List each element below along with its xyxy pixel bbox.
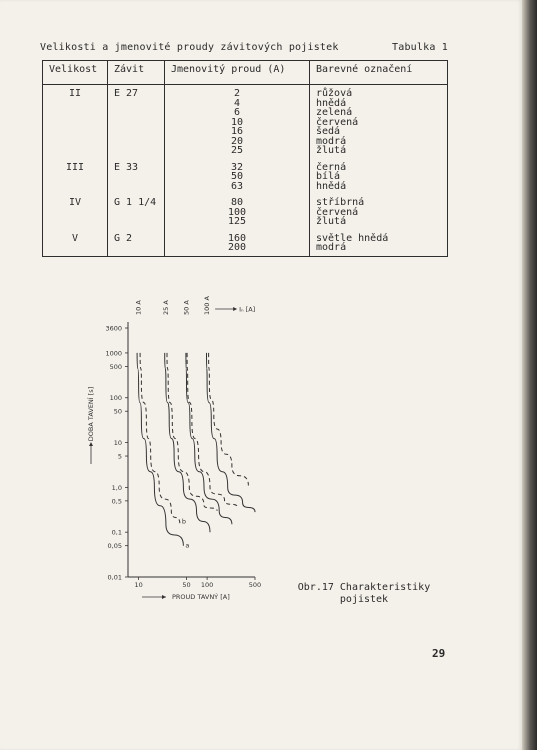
current-cell <box>165 230 310 257</box>
current-value: 16 <box>230 126 244 137</box>
y-tick-label: 0,01 <box>107 573 122 582</box>
y-tick-label: 100 <box>109 394 122 403</box>
curve-label: a <box>185 541 190 550</box>
fuse-table <box>42 60 448 257</box>
table-caption <box>40 42 448 53</box>
current-value: 20 <box>230 135 244 147</box>
x-axis-label-arrowhead <box>162 595 166 599</box>
current-value: 200 <box>227 242 247 253</box>
curve-25a-solid <box>165 353 210 532</box>
current-value: 63 <box>230 180 244 192</box>
x-tick-label: 100 <box>200 581 214 589</box>
header-current: Jmenovitý proud (A) <box>165 61 310 85</box>
current-value: 10 <box>230 116 244 128</box>
thread-cell: E 27 <box>108 85 165 159</box>
curve-10a-dashed <box>140 353 180 524</box>
curve-100a-dashed <box>209 353 249 486</box>
current-cell <box>165 85 310 159</box>
curve-100a-solid <box>207 353 256 512</box>
current-value: 125 <box>227 216 247 227</box>
size-cell: V <box>43 230 108 257</box>
y-tick-label: 0,5 <box>111 497 122 506</box>
size-cell: IV <box>43 194 108 230</box>
current-value: 100 <box>227 206 247 218</box>
rating-label: 25 A <box>161 300 170 315</box>
rating-label: 100 A <box>203 296 212 315</box>
color-value: žlutá <box>316 145 347 156</box>
rating-axis-label: Iₙ [A] <box>239 305 256 314</box>
y-tick-label: 5 <box>117 452 122 461</box>
x-axis-label: PROUD TAVNÝ [A] <box>172 593 230 601</box>
size-cell: II <box>43 85 108 159</box>
color-value: červená <box>316 206 359 218</box>
table-caption-title: Velikosti a jmenovité proudy závitových pojistek <box>40 42 339 53</box>
table-row <box>43 85 448 159</box>
color-value: černá <box>316 161 347 173</box>
y-tick-label: 0,1 <box>111 528 122 537</box>
y-tick-label: 10 <box>113 439 122 448</box>
color-cell <box>310 85 448 159</box>
table-row <box>43 159 448 195</box>
y-tick-label: 0,05 <box>107 542 122 551</box>
table-row <box>43 230 448 257</box>
y-tick-label: 50 <box>113 407 122 416</box>
y-tick-label: 3600 <box>105 324 122 333</box>
header-color: Barevné označení <box>310 61 448 85</box>
page-number: 29 <box>432 647 446 660</box>
thread-cell: E 33 <box>108 159 165 195</box>
color-value: šedá <box>316 126 341 137</box>
curve-10a-solid <box>137 353 183 546</box>
thread-cell: G 2 <box>108 230 165 257</box>
curve-label: b <box>181 517 186 526</box>
y-tick-label: 1000 <box>105 349 122 358</box>
color-value: světle hnědá <box>316 232 389 244</box>
x-tick-label: 10 <box>134 581 143 589</box>
color-value: modrá <box>316 135 347 147</box>
table-header-row <box>43 61 448 85</box>
curve-50a-solid <box>186 353 232 524</box>
y-tick-label: 500 <box>109 362 122 371</box>
current-value: 50 <box>230 171 244 182</box>
current-value: 6 <box>233 107 241 118</box>
color-value: hnědá <box>316 97 347 109</box>
current-value: 32 <box>230 161 244 173</box>
current-cell <box>165 159 310 195</box>
current-value: 25 <box>230 145 244 156</box>
rating-label: 10 A <box>134 300 143 315</box>
page-edge-shadow <box>522 0 537 750</box>
y-axis-label-arrowhead <box>89 442 93 446</box>
x-tick-label: 500 <box>248 581 262 589</box>
color-value: červená <box>316 116 359 128</box>
table-row <box>43 194 448 230</box>
size-cell: III <box>43 159 108 195</box>
color-cell <box>310 159 448 195</box>
figure-caption-line: Obr.17 Charakteristiky <box>297 582 431 593</box>
table-number: Tabulka 1 <box>392 42 448 53</box>
current-value: 80 <box>230 197 244 208</box>
fuse-characteristics-figure <box>80 292 280 606</box>
color-value: žlutá <box>316 216 347 227</box>
rating-label: 50 A <box>182 300 191 315</box>
current-value: 160 <box>227 232 247 244</box>
color-value: stříbrná <box>316 197 365 208</box>
figure-caption-line: pojistek <box>339 594 389 605</box>
color-value: modrá <box>316 242 347 253</box>
current-value: 4 <box>233 97 241 109</box>
color-value: zelená <box>316 107 353 118</box>
color-value: hnědá <box>316 180 347 192</box>
color-cell <box>310 194 448 230</box>
y-axis-label: DOBA TAVENÍ [s] <box>87 386 95 442</box>
curve-50a-dashed <box>187 353 238 508</box>
thread-cell: G 1 1/4 <box>108 194 165 230</box>
fuse-characteristic-chart <box>80 292 280 602</box>
color-value: bílá <box>316 171 341 182</box>
header-size: Velikost <box>43 61 108 85</box>
rating-arrowhead <box>233 307 237 311</box>
header-thread: Závit <box>108 61 165 85</box>
current-value: 2 <box>233 88 241 99</box>
color-cell <box>310 230 448 257</box>
current-cell <box>165 194 310 230</box>
figure-caption <box>284 582 444 606</box>
x-tick-label: 50 <box>182 581 191 589</box>
color-value: růžová <box>316 88 353 99</box>
y-tick-label: 1,0 <box>111 483 122 492</box>
